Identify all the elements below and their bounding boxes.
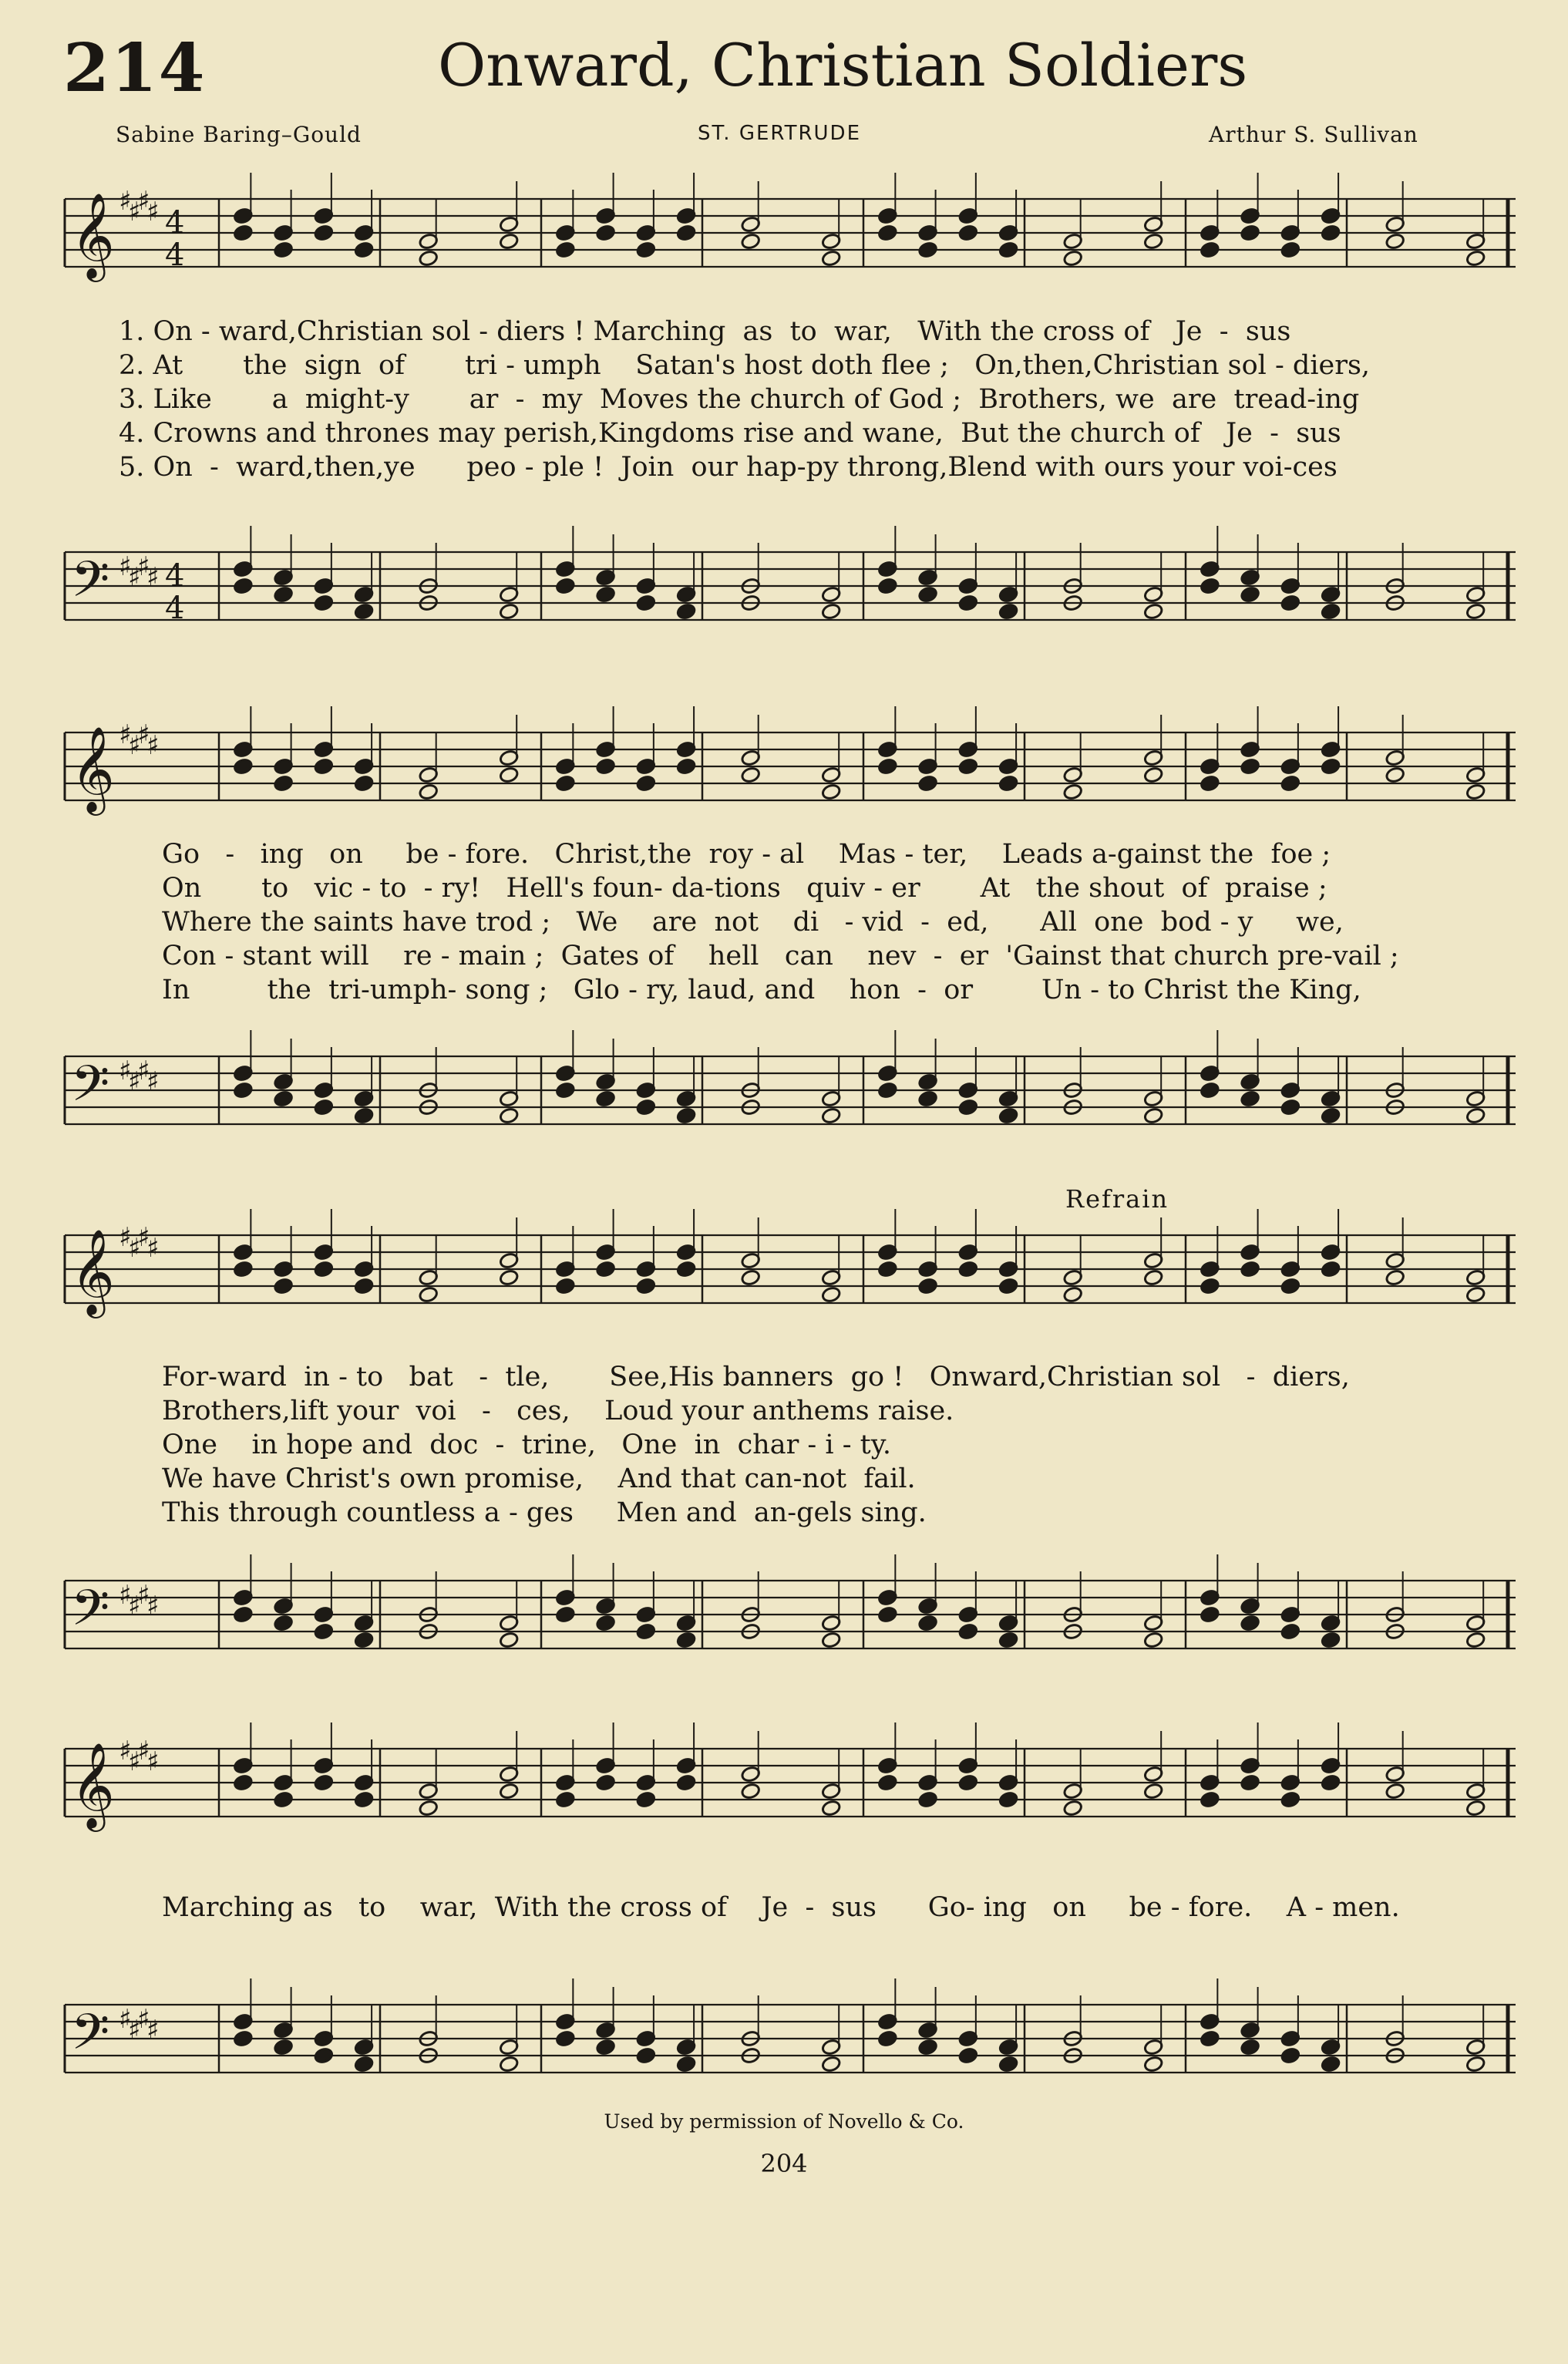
note-head	[877, 1261, 897, 1278]
note-head	[1143, 1632, 1163, 1649]
lyric-line: We have Christ's own promise, And that can-not fail.	[162, 1463, 916, 1494]
treble-clef-icon: 𝄞	[71, 192, 115, 278]
note-head	[676, 2056, 696, 2073]
note-head	[499, 233, 519, 251]
note-head	[274, 241, 294, 259]
treble-clef-icon: 𝄞	[71, 1228, 115, 1315]
note-head	[233, 1261, 253, 1278]
key-signature-sharps: ♯	[137, 1222, 150, 1253]
note-head	[1200, 1278, 1220, 1295]
note-head	[1465, 1286, 1486, 1304]
note-head	[555, 1606, 575, 1624]
note-head	[1240, 1090, 1260, 1108]
note-head	[314, 1261, 334, 1278]
note-head	[555, 1082, 575, 1099]
key-signature-sharps: ♯	[128, 562, 141, 593]
note-head	[1280, 241, 1300, 259]
key-signature-sharps: ♯	[128, 1746, 141, 1777]
note-head	[1385, 1269, 1405, 1287]
note-head	[1280, 775, 1300, 793]
note-head	[998, 603, 1018, 621]
note-head	[1063, 1800, 1083, 1817]
lyric-line: Brothers,lift your voi - ces, Loud your anthems raise.	[162, 1396, 954, 1426]
note-head	[1321, 1261, 1341, 1278]
time-signature: 4	[165, 237, 185, 273]
key-signature-sharps: ♯	[137, 186, 150, 217]
note-head	[354, 775, 374, 793]
note-head	[918, 1615, 938, 1632]
note-head	[354, 1278, 374, 1295]
note-head	[555, 1791, 575, 1809]
note-head	[1200, 2030, 1220, 2048]
note-head	[1143, 1107, 1163, 1125]
note-head	[636, 594, 656, 612]
key-signature-sharps: ♯	[128, 2015, 141, 2046]
bass-clef-icon: 𝄢	[71, 551, 110, 621]
bass-clef-icon: 𝄢	[71, 1580, 110, 1649]
note-head	[1200, 241, 1220, 259]
note-head	[596, 586, 616, 604]
note-head	[314, 594, 334, 612]
note-head	[958, 758, 978, 776]
note-head	[274, 1090, 294, 1108]
note-head	[274, 1278, 294, 1295]
note-head	[419, 1800, 439, 1817]
key-signature-sharps: ♯	[119, 1056, 132, 1086]
note-head	[676, 224, 696, 242]
note-head	[636, 1278, 656, 1295]
note-head	[1321, 758, 1341, 776]
note-head	[314, 1774, 334, 1792]
note-head	[877, 2030, 897, 2048]
composer-credit: Arthur S. Sullivan	[1209, 122, 1418, 147]
note-head	[233, 1606, 253, 1624]
lyric-line: 5. On - ward,then,ye peo - ple ! Join our hap-py throng,Blend with ours your voi-ces	[119, 452, 1338, 483]
lyric-line: Where the saints have trod ; We are not di - vid - ed, All one bod - y we,	[162, 907, 1344, 938]
note-head	[233, 1082, 253, 1099]
note-head	[274, 775, 294, 793]
note-head	[233, 224, 253, 242]
lyric-line: 4. Crowns and thrones may perish,Kingdoms rise and wane, But the church of Je - sus	[119, 418, 1341, 449]
note-head	[1063, 783, 1083, 801]
note-head	[1280, 2047, 1300, 2065]
note-head	[741, 1783, 761, 1800]
note-head	[1143, 233, 1163, 251]
note-head	[741, 233, 761, 251]
note-head	[998, 2056, 1018, 2073]
note-head	[1200, 578, 1220, 595]
note-head	[1200, 1082, 1220, 1099]
note-head	[1280, 1623, 1300, 1641]
key-signature-sharps: ♯	[119, 2004, 132, 2035]
note-head	[1063, 1286, 1083, 1304]
key-signature-sharps: ♯	[137, 1736, 150, 1766]
note-head	[1321, 1107, 1341, 1125]
note-head	[233, 2030, 253, 2048]
key-signature-sharps: ♯	[128, 1066, 141, 1097]
lyric-line: This through countless a - ges Men and an-gels sing.	[162, 1497, 927, 1528]
note-head	[596, 1774, 616, 1792]
note-head	[314, 224, 334, 242]
lyric-line: On to vic - to - ry! Hell's foun- da-tions quiv - er At the shout of praise ;	[162, 873, 1327, 904]
note-head	[877, 758, 897, 776]
note-head	[1465, 603, 1486, 621]
note-head	[499, 603, 519, 621]
key-signature-sharps: ♯	[146, 730, 160, 761]
key-signature-sharps: ♯	[146, 197, 160, 227]
note-head	[419, 783, 439, 801]
note-head	[1321, 1632, 1341, 1649]
note-head	[741, 1269, 761, 1287]
note-head	[233, 1774, 253, 1792]
note-head	[998, 1791, 1018, 1809]
note-head	[636, 241, 656, 259]
note-head	[877, 1082, 897, 1099]
note-head	[1200, 775, 1220, 793]
note-head	[1240, 1261, 1260, 1278]
key-signature-sharps: ♯	[146, 562, 160, 593]
note-head	[821, 603, 841, 621]
note-head	[918, 775, 938, 793]
note-head	[499, 2056, 519, 2073]
permission-note: Used by permission of Novello & Co.	[604, 2110, 964, 2133]
note-head	[636, 1791, 656, 1809]
key-signature-sharps: ♯	[119, 1736, 132, 1766]
note-head	[1465, 2056, 1486, 2073]
note-head	[958, 1774, 978, 1792]
note-head	[821, 1107, 841, 1125]
lyric-line: Marching as to war, With the cross of Je - sus Go- ing on be - fore. A - men.	[162, 1892, 1400, 1923]
note-head	[821, 2056, 841, 2073]
note-head	[918, 1791, 938, 1809]
note-head	[918, 241, 938, 259]
note-head	[918, 586, 938, 604]
note-head	[1240, 1615, 1260, 1632]
note-head	[354, 1632, 374, 1649]
note-head	[1240, 1774, 1260, 1792]
key-signature-sharps: ♯	[146, 1066, 160, 1097]
note-head	[877, 1606, 897, 1624]
key-signature-sharps: ♯	[137, 2004, 150, 2035]
key-signature-sharps: ♯	[146, 2015, 160, 2046]
note-head	[555, 2030, 575, 2048]
time-signature: 4	[165, 591, 185, 626]
author-credit: Sabine Baring–Gould	[116, 122, 362, 147]
note-head	[1240, 758, 1260, 776]
note-head	[1063, 250, 1083, 268]
lyric-line: Go - ing on be - fore. Christ,the roy - al Mas - ter, Leads a-gainst the foe ;	[162, 839, 1331, 870]
note-head	[998, 775, 1018, 793]
note-head	[1143, 2056, 1163, 2073]
lyric-line: In the tri-umph- song ; Glo - ry, laud, and hon - or Un - to Christ the King,	[162, 975, 1361, 1005]
key-signature-sharps: ♯	[119, 1580, 132, 1611]
key-signature-sharps: ♯	[119, 551, 132, 582]
note-head	[499, 1632, 519, 1649]
note-head	[998, 241, 1018, 259]
note-head	[958, 224, 978, 242]
key-signature-sharps: ♯	[128, 1591, 141, 1621]
key-signature-sharps: ♯	[119, 719, 132, 750]
treble-clef-icon: 𝄞	[71, 726, 115, 812]
key-signature-sharps: ♯	[146, 1591, 160, 1621]
note-head	[596, 1261, 616, 1278]
note-head	[596, 224, 616, 242]
note-head	[1240, 586, 1260, 604]
note-head	[1465, 1632, 1486, 1649]
note-head	[354, 1791, 374, 1809]
time-signature: 4	[165, 205, 185, 241]
note-head	[821, 1286, 841, 1304]
note-head	[1240, 2039, 1260, 2056]
lyric-line: For-ward in - to bat - tle, See,His banners go ! Onward,Christian sol - diers,	[162, 1362, 1350, 1392]
note-head	[676, 1107, 696, 1125]
note-head	[1200, 1791, 1220, 1809]
note-head	[636, 775, 656, 793]
note-head	[314, 1623, 334, 1641]
note-head	[499, 1783, 519, 1800]
note-head	[821, 1632, 841, 1649]
note-head	[877, 578, 897, 595]
note-head	[1280, 594, 1300, 612]
treble-clef-icon: 𝄞	[71, 1742, 115, 1828]
hymn-title: Onward, Christian Soldiers	[438, 31, 1248, 99]
note-head	[1143, 1269, 1163, 1287]
note-head	[419, 1286, 439, 1304]
note-head	[1143, 603, 1163, 621]
note-head	[676, 1261, 696, 1278]
note-head	[1143, 1783, 1163, 1800]
note-head	[918, 1278, 938, 1295]
page-number: 204	[760, 2149, 808, 2178]
key-signature-sharps: ♯	[137, 551, 150, 582]
note-head	[958, 1623, 978, 1641]
key-signature-sharps: ♯	[146, 1233, 160, 1264]
note-head	[499, 1107, 519, 1125]
key-signature-sharps: ♯	[137, 1580, 150, 1611]
note-head	[958, 1261, 978, 1278]
note-head	[1280, 1278, 1300, 1295]
note-head	[1280, 1099, 1300, 1116]
lyric-line: 1. On - ward,Christian sol - diers ! Marching as to war, With the cross of Je - sus	[119, 316, 1291, 347]
note-head	[596, 1090, 616, 1108]
note-head	[233, 578, 253, 595]
note-head	[555, 1278, 575, 1295]
note-head	[1321, 603, 1341, 621]
note-head	[596, 1615, 616, 1632]
note-head	[314, 758, 334, 776]
note-head	[274, 586, 294, 604]
note-head	[636, 2047, 656, 2065]
note-head	[821, 250, 841, 268]
note-head	[419, 250, 439, 268]
hymn-number: 214	[63, 29, 207, 107]
key-signature-sharps: ♯	[128, 197, 141, 227]
note-head	[636, 1099, 656, 1116]
note-head	[596, 2039, 616, 2056]
key-signature-sharps: ♯	[146, 1746, 160, 1777]
note-head	[821, 1800, 841, 1817]
note-head	[821, 783, 841, 801]
note-head	[998, 1278, 1018, 1295]
note-head	[1465, 783, 1486, 801]
note-head	[958, 594, 978, 612]
note-head	[741, 766, 761, 784]
bass-clef-icon: 𝄢	[71, 1056, 110, 1125]
note-head	[918, 2039, 938, 2056]
note-head	[596, 758, 616, 776]
note-head	[676, 603, 696, 621]
key-signature-sharps: ♯	[137, 719, 150, 750]
note-head	[877, 224, 897, 242]
note-head	[499, 1269, 519, 1287]
note-head	[555, 578, 575, 595]
note-head	[998, 1632, 1018, 1649]
note-head	[555, 241, 575, 259]
note-head	[958, 1099, 978, 1116]
tune-name: ST. GERTRUDE	[698, 122, 862, 145]
note-head	[274, 2039, 294, 2056]
note-head	[1385, 766, 1405, 784]
note-head	[636, 1623, 656, 1641]
note-head	[1321, 1774, 1341, 1792]
time-signature: 4	[165, 558, 185, 594]
note-head	[676, 758, 696, 776]
key-signature-sharps: ♯	[128, 1233, 141, 1264]
note-head	[354, 1107, 374, 1125]
note-head	[1240, 224, 1260, 242]
refrain-label: Refrain	[1065, 1184, 1169, 1214]
note-head	[676, 1632, 696, 1649]
note-head	[354, 603, 374, 621]
note-head	[877, 1774, 897, 1792]
note-head	[676, 1774, 696, 1792]
note-head	[1465, 1107, 1486, 1125]
note-head	[1385, 1783, 1405, 1800]
note-head	[354, 2056, 374, 2073]
note-head	[918, 1090, 938, 1108]
key-signature-sharps: ♯	[137, 1056, 150, 1086]
note-head	[314, 2047, 334, 2065]
note-head	[998, 1107, 1018, 1125]
note-head	[958, 2047, 978, 2065]
note-head	[1385, 233, 1405, 251]
note-head	[1321, 224, 1341, 242]
note-head	[314, 1099, 334, 1116]
note-head	[354, 241, 374, 259]
key-signature-sharps: ♯	[119, 1222, 132, 1253]
key-signature-sharps: ♯	[119, 186, 132, 217]
note-head	[1465, 1800, 1486, 1817]
note-head	[233, 758, 253, 776]
note-head	[274, 1615, 294, 1632]
note-head	[555, 775, 575, 793]
lyric-line: 2. At the sign of tri - umph Satan's host doth flee ; On,then,Christian sol - diers,	[119, 350, 1371, 381]
note-head	[1280, 1791, 1300, 1809]
key-signature-sharps: ♯	[128, 730, 141, 761]
note-head	[1200, 1606, 1220, 1624]
note-head	[1465, 250, 1486, 268]
note-head	[1321, 2056, 1341, 2073]
note-head	[1143, 766, 1163, 784]
bass-clef-icon: 𝄢	[71, 2004, 110, 2073]
note-head	[274, 1791, 294, 1809]
lyric-line: One in hope and doc - trine, One in char - i - ty.	[162, 1430, 891, 1460]
lyric-line: Con - stant will re - main ; Gates of hell can nev - er 'Gainst that church pre-vail ;	[162, 941, 1399, 972]
lyric-line: 3. Like a might-y ar - my Moves the church of God ; Brothers, we are tread-ing	[119, 384, 1360, 415]
note-head	[499, 766, 519, 784]
